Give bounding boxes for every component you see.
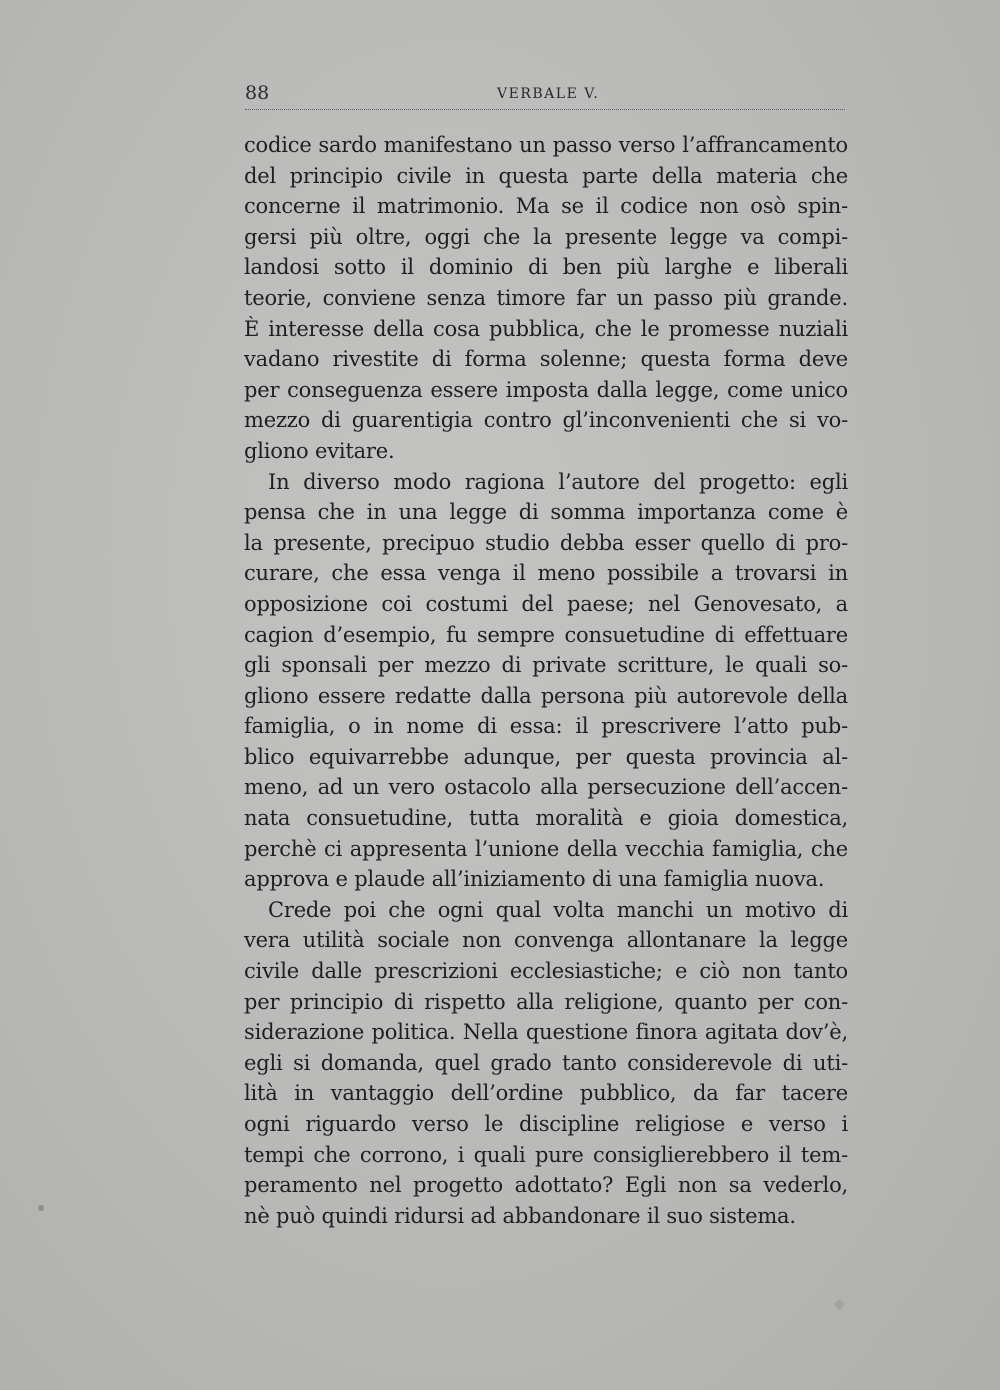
text-line: ogni riguardo verso le discipline religiose e verso i <box>244 1112 848 1136</box>
text-line: gersi più oltre, oggi che la presente legge va compi- <box>244 224 848 249</box>
text-line: tempi che corrono, i quali pure consiglierebbero il tem- <box>244 1142 848 1167</box>
text-line: egli si domanda, quel grado tanto considerevole di uti- <box>244 1050 848 1075</box>
text-line: opposizione coi costumi del paese; nel Genovesato, a <box>244 591 848 616</box>
text-line: gliono evitare. <box>244 438 395 463</box>
text-line: per principio di rispetto alla religione, quanto per con- <box>244 989 848 1014</box>
text-line: gliono essere redatte dalla persona più autorevole della <box>244 683 848 708</box>
text-line: nè può quindi ridursi ad abbandonare il suo sistema. <box>244 1203 796 1228</box>
text-line: blico equivarrebbe adunque, per questa provincia al- <box>244 744 848 769</box>
text-line: concerne il matrimonio. Ma se il codice non osò spin- <box>244 194 848 219</box>
text-line: nata consuetudine, tutta moralità e gioia domestica, <box>244 806 848 831</box>
paragraph <box>244 130 848 467</box>
text-line: vadano rivestite di forma solenne; questa forma deve <box>244 347 848 372</box>
text-line: cagion d’esempio, fu sempre consuetudine di effettuare <box>244 622 848 647</box>
text-line: In diverso modo ragiona l’autore del progetto: egli <box>268 469 848 494</box>
text-line: pensa che in una legge di somma importanza come è <box>244 500 848 525</box>
paragraph <box>244 467 848 895</box>
text-line: siderazione politica. Nella questione finora agitata dov’è, <box>244 1020 848 1045</box>
page-number: 88 <box>245 82 270 104</box>
text-line: famiglia, o in nome di essa: il prescrivere l’atto pub- <box>244 714 848 739</box>
paragraph <box>244 895 848 1232</box>
header-rule <box>245 109 845 110</box>
text-line: peramento nel progetto adottato? Egli non sa vederlo, <box>244 1173 848 1198</box>
text-line: teorie, conviene senza timore far un passo più grande. <box>244 285 848 310</box>
text-line: Crede poi che ogni qual volta manchi un motivo di <box>268 897 848 922</box>
text-line: landosi sotto il dominio di ben più larghe e liberali <box>244 255 848 280</box>
paper-speck <box>835 1300 844 1309</box>
text-line: È interesse della cosa pubblica, che le promesse nuziali <box>244 316 848 341</box>
text-line: civile dalle prescrizioni ecclesiastiche; e ciò non tanto <box>244 959 848 984</box>
paper-speck <box>38 1205 44 1211</box>
page-header <box>245 82 850 112</box>
body-text <box>244 130 848 1231</box>
text-line: perchè ci appresenta l’unione della vecchia famiglia, che <box>244 836 848 861</box>
text-line: vera utilità sociale non convenga allontanare la legge <box>244 928 848 953</box>
text-line: meno, ad un vero ostacolo alla persecuzione dell’accen- <box>244 775 848 800</box>
text-line: codice sardo manifestano un passo verso l’affrancamento <box>244 133 848 157</box>
running-head: VERBALE V. <box>497 86 600 102</box>
text-line: approva e plaude all’iniziamento di una famiglia nuova. <box>244 867 825 892</box>
text-line: curare, che essa venga il meno possibile a trovarsi in <box>244 561 848 586</box>
text-line: mezzo di guarentigia contro gl’inconvenienti che si vo- <box>244 408 848 433</box>
text-line: la presente, precipuo studio debba esser quello di pro- <box>244 530 848 555</box>
text-line: per conseguenza essere imposta dalla legge, come unico <box>244 377 848 402</box>
text-line: del principio civile in questa parte della materia che <box>244 163 848 188</box>
text-line: lità in vantaggio dell’ordine pubblico, da far tacere <box>244 1081 848 1106</box>
text-line: gli sponsali per mezzo di private scritture, le quali so- <box>244 653 848 678</box>
